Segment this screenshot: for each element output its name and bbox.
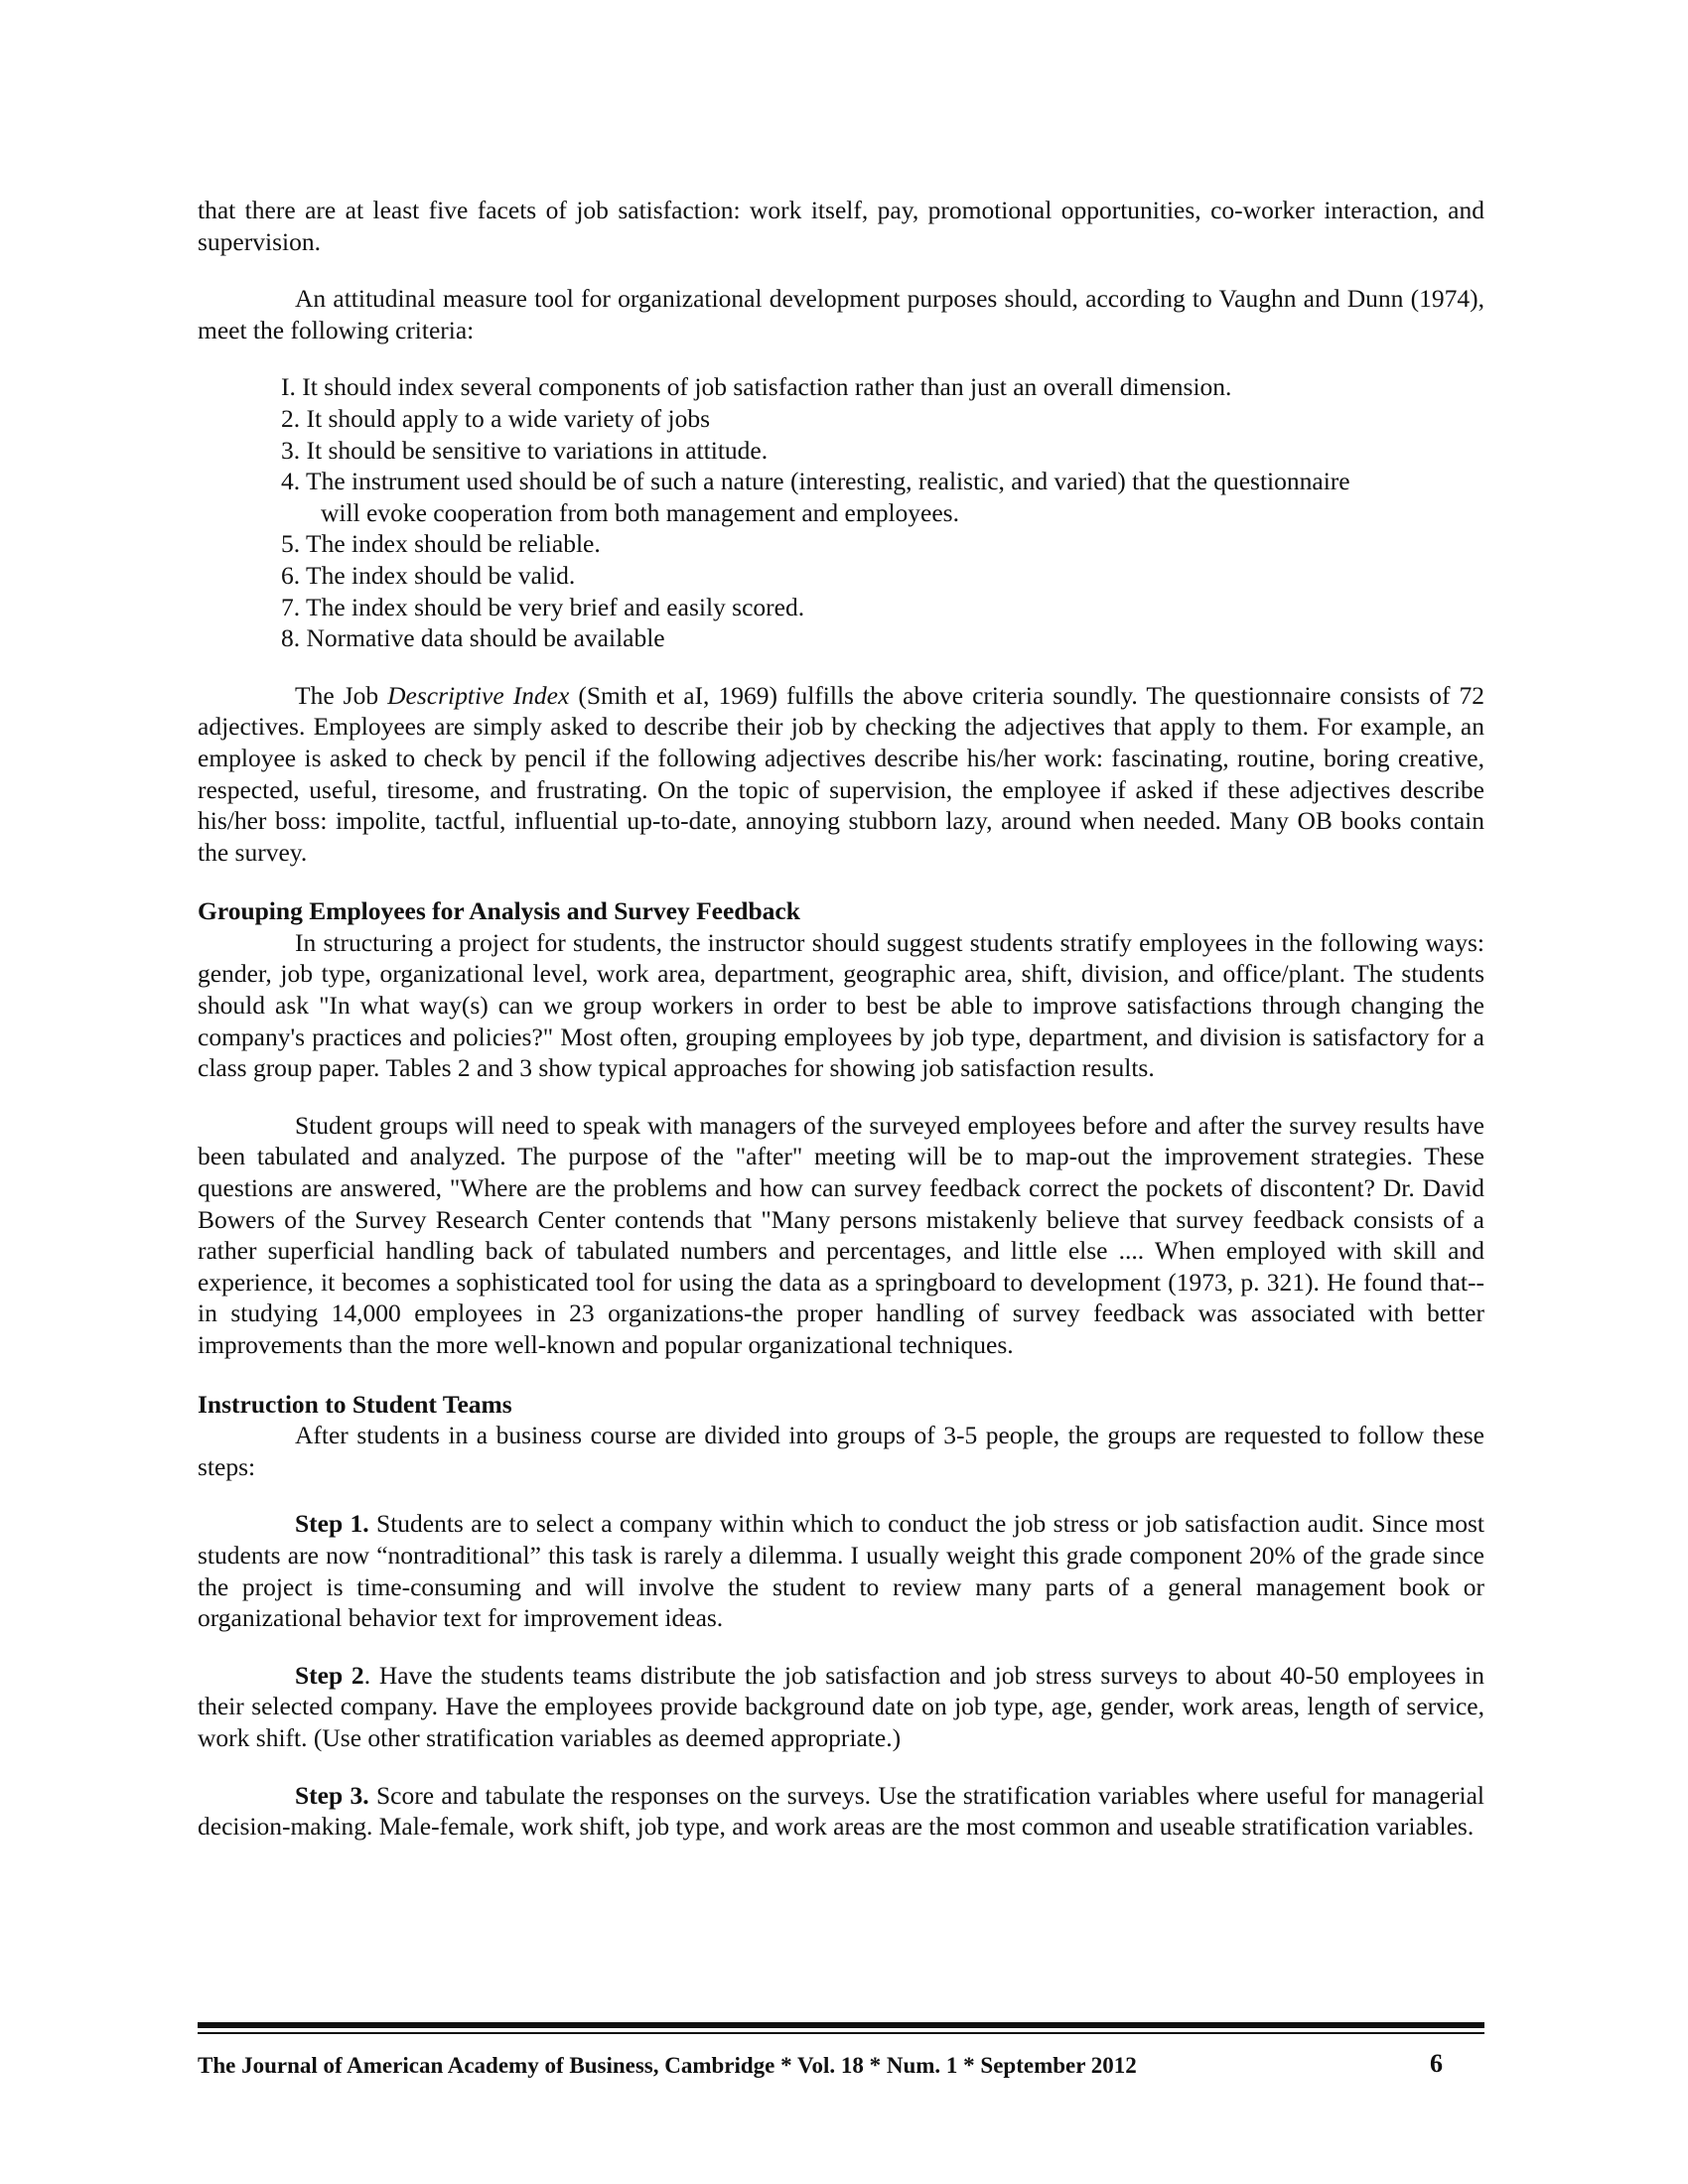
footer-journal-citation: The Journal of American Academy of Business, Cambridge * Vol. 18 * Num. 1 * September 2012 xyxy=(198,2053,1137,2078)
paragraph-jdi xyxy=(198,680,1484,869)
criteria-item: 3. It should be sensitive to variations in attitude. xyxy=(281,435,769,465)
paragraph-facets: that there are at least five facets of job satisfaction: work itself, pay, promotional opportunities, co-worker interaction, and supervision. xyxy=(198,196,1484,256)
criteria-item: 7. The index should be very brief and easily scored. xyxy=(281,592,805,621)
footer-rule-thick xyxy=(198,2022,1484,2028)
paragraph-step-3 xyxy=(198,1780,1484,1843)
page-body xyxy=(198,195,1484,1843)
criteria-item: 4. The instrument used should be of such a nature (interesting, realistic, and varied) that the questionnaire xyxy=(281,467,1350,496)
footer-rule-thin xyxy=(198,2032,1484,2034)
paragraph-criteria-intro: An attitudinal measure tool for organizational development purposes should, according to Vaughn and Dunn (1974), meet the following criteria: xyxy=(198,284,1484,344)
criteria-item: 5. The index should be reliable. xyxy=(281,529,601,559)
jdi-text-after: (Smith et aI, 1969) fulfills the above criteria soundly. The questionnaire consists of 72 adjectives. Employees are simply asked to describe their job by checking the adjectives that apply to them. For example, an employee is asked to check by pencil if the following adjectives describe his/her work: fascinating, routine, boring creative, respected, useful, tiresome, and frustrating. On the topic of supervision, the employee if asked if these adjectives describe his/her boss: impolite, tactful, influential up-to-date, annoying stubborn lazy, around when needed. Many OB books contain the survey. xyxy=(198,680,1484,867)
paragraph-grouping: In structuring a project for students, the instructor should suggest students stratify employees in the following ways: gender, job type, organizational level, work area, department, geographic area, shift, division, and office/plant. The students should ask "In what way(s) can we group workers in order to best be able to improve satisfactions through changing the company's practices and policies?" Most often, grouping employees by job type, department, and division is satisfactory for a class group paper. Tables 2 and 3 show typical approaches for showing job satisfaction results. xyxy=(198,927,1484,1083)
paragraph-survey-feedback: Student groups will need to speak with managers of the surveyed employees before and after the survey results have been tabulated and analyzed. The purpose of the "after" meeting will be to map-out the improvement strategies. These questions are answered, "Where are the problems and how can survey feedback correct the pockets of discontent? Dr. David Bowers of the Survey Research Center contends that "Many persons mistakenly believe that survey feedback consists of a rather superficial handling back of tabulated numbers and percentages, and little else .... When employed with skill and experience, it becomes a sophisticated tool for using the data as a springboard to development (1973, p. 321). He found that--in studying 14,000 employees in 23 organizations-the proper handling of survey feedback was associated with better improvements than the more well-known and popular organizational techniques. xyxy=(198,1110,1484,1359)
heading-grouping: Grouping Employees for Analysis and Survey Feedback xyxy=(198,896,800,926)
criteria-item: 8. Normative data should be available xyxy=(281,623,665,653)
step-2-label: Step 2 xyxy=(295,1660,364,1690)
step-1-text: Students are to select a company within which to conduct the job stress or job satisfaction audit. Since most students are now “nontraditional” this task is rarely a dilemma. I usually weight this grade component 20% of the grade since the project is time-consuming and will involve the student to review many parts of a general management book or organizational behavior text for improvement ideas. xyxy=(198,1509,1484,1633)
step-2-text: . Have the students teams distribute the job satisfaction and job stress surveys to about 40-50 employees in their selected company. Have the employees provide background date on job type, age, gender, work areas, length of service, work shift. (Use other stratification variables as deemed appropriate.) xyxy=(198,1660,1484,1752)
criteria-item-continuation xyxy=(281,497,1484,529)
step-1-label: Step 1. xyxy=(295,1509,369,1539)
step-3-text: Score and tabulate the responses on the surveys. Use the stratification variables where useful for managerial decision-making. Male-female, work shift, job type, and work areas are the most common and useable stratification variables. xyxy=(198,1780,1484,1842)
criteria-item: 2. It should apply to a wide variety of jobs xyxy=(281,403,711,433)
paragraph-instruction: After students in a business course are divided into groups of 3-5 people, the groups are requested to follow these steps: xyxy=(198,1421,1484,1481)
jdi-title-italic: Descriptive Index xyxy=(387,680,570,710)
paragraph-step-1 xyxy=(198,1508,1484,1633)
criteria-item: I. It should index several components of job satisfaction rather than just an overall dimension. xyxy=(281,372,1232,402)
step-3-label: Step 3. xyxy=(295,1780,369,1810)
criteria-item-continuation-text: will evoke cooperation from both management and employees. xyxy=(321,497,959,527)
paragraph-step-2 xyxy=(198,1660,1484,1754)
footer-page-number: 6 xyxy=(1430,2049,1443,2078)
criteria-item: 6. The index should be valid. xyxy=(281,560,576,590)
jdi-text-before: The Job xyxy=(295,680,388,710)
heading-instruction: Instruction to Student Teams xyxy=(198,1389,512,1419)
criteria-list xyxy=(281,371,1484,653)
